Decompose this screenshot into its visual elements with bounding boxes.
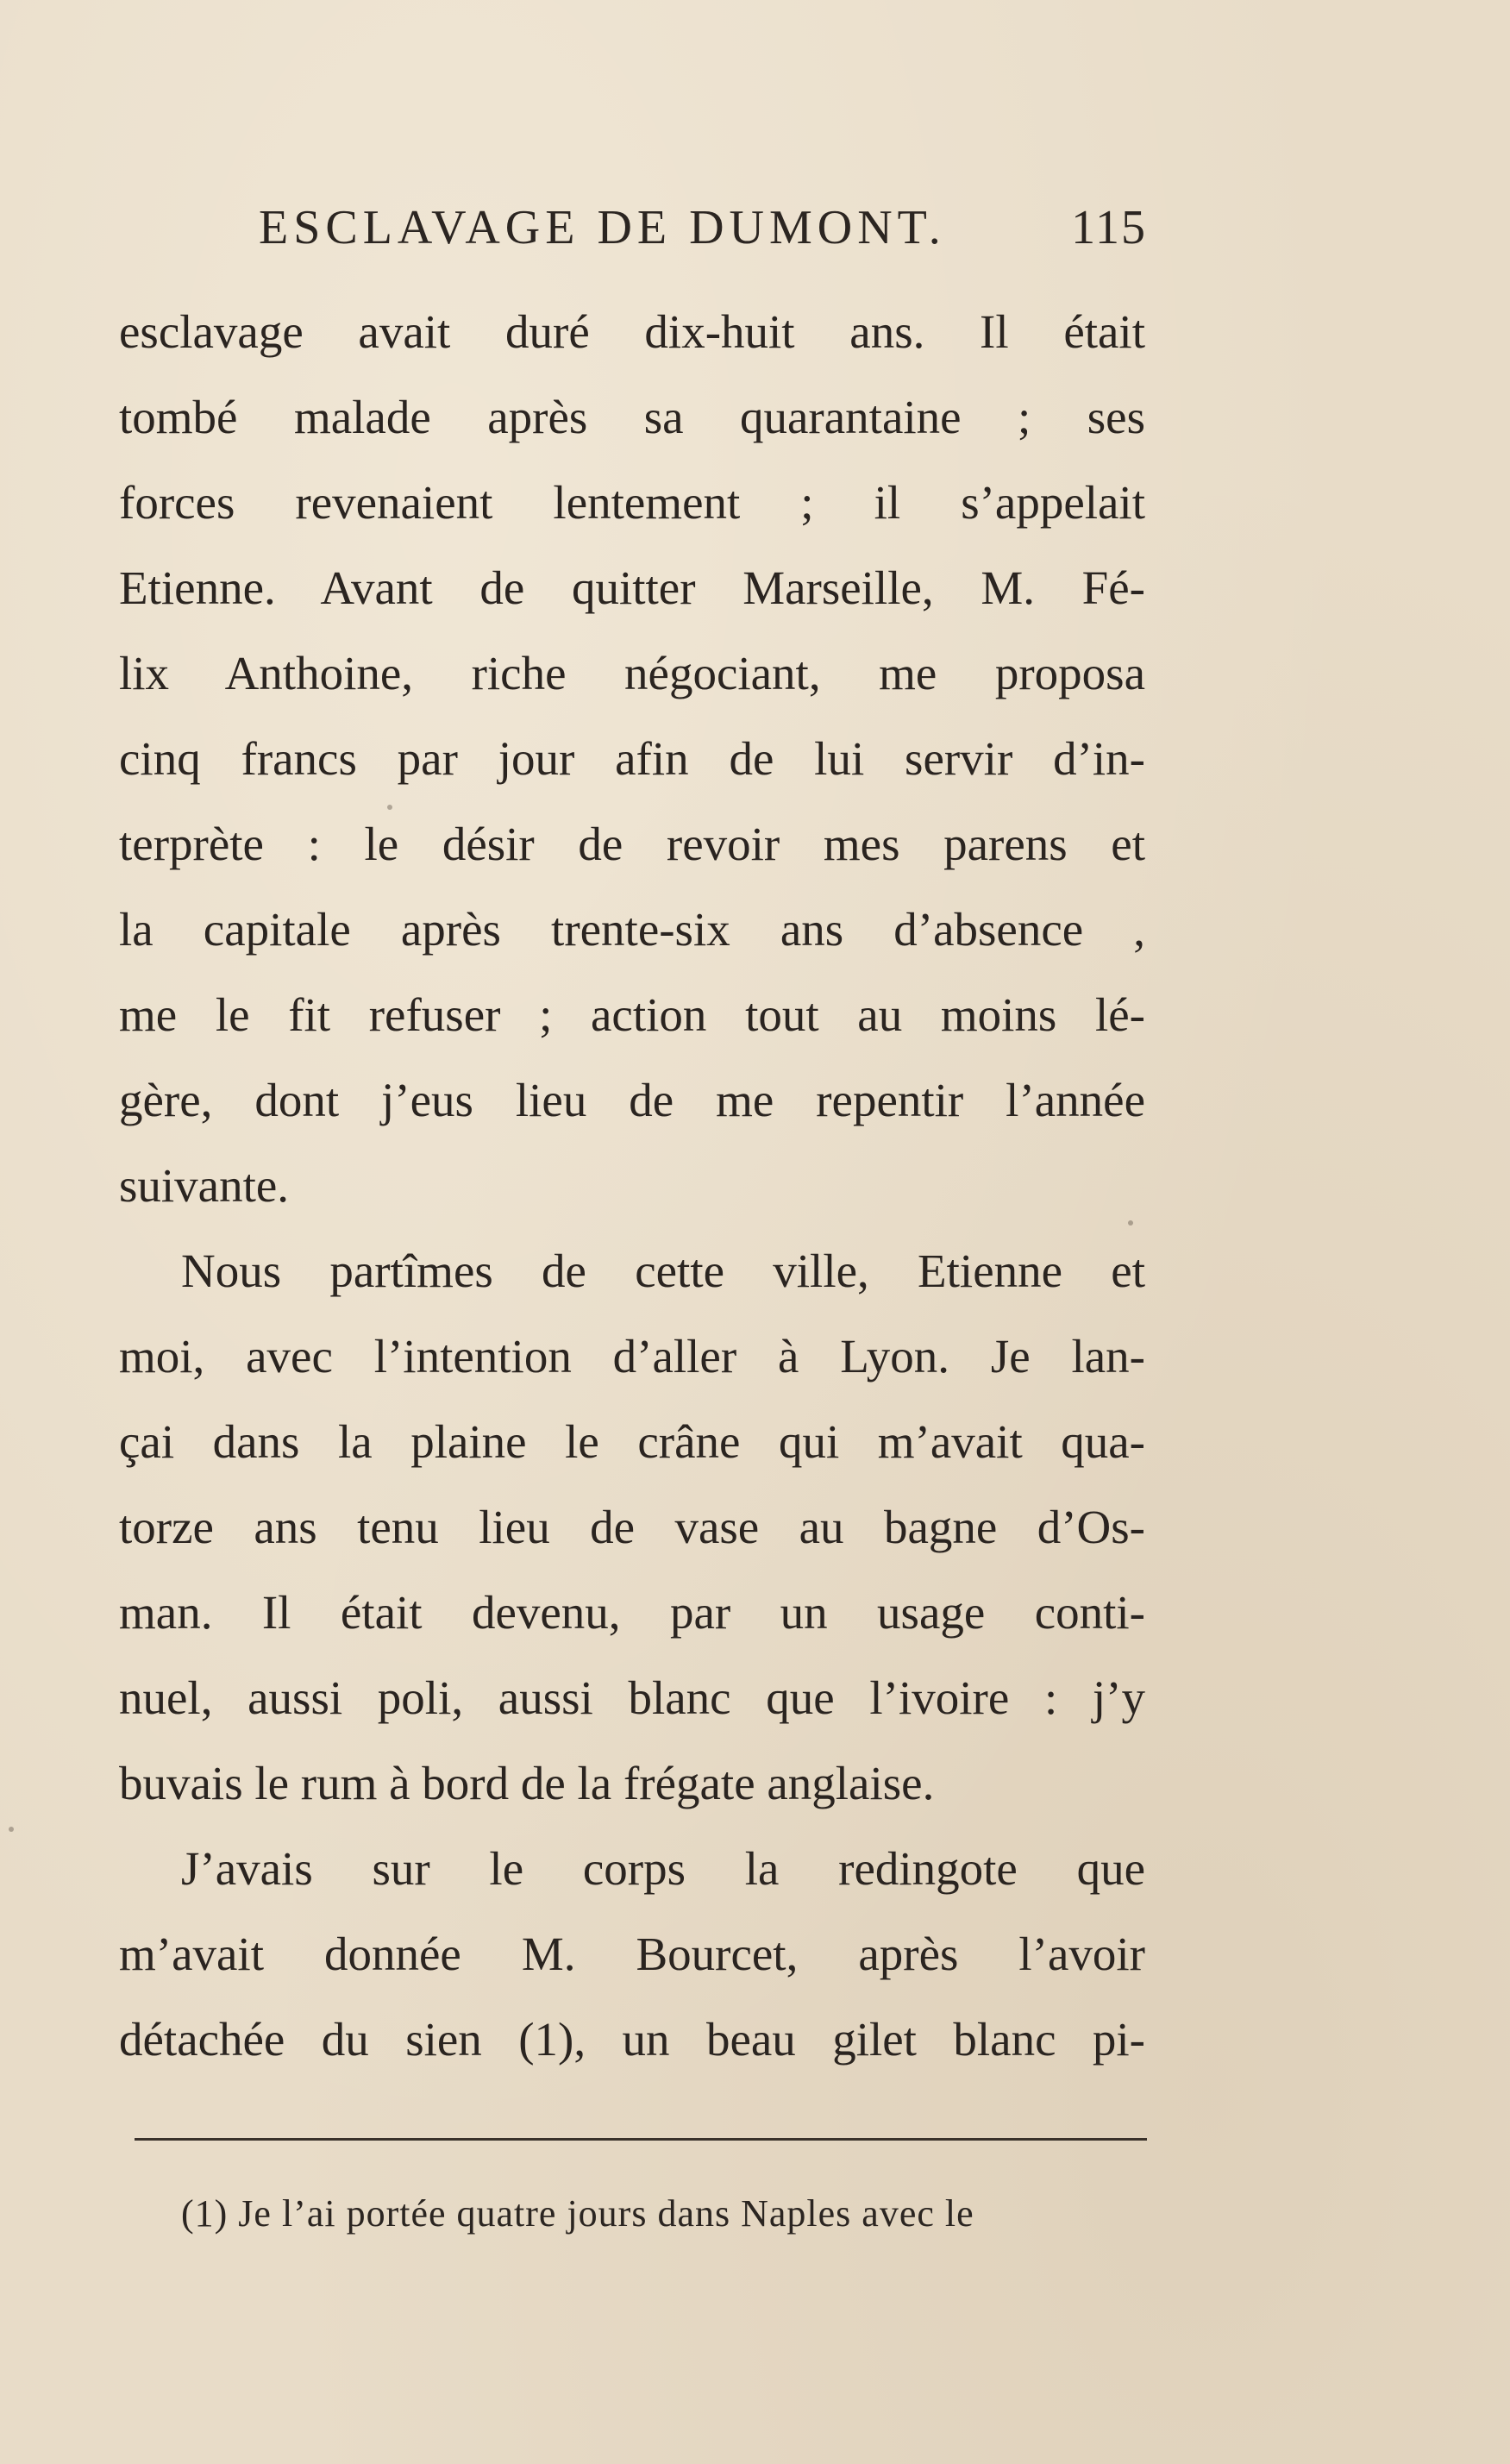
- text-line: la capitale après trente-six ans d’absence ,: [119, 903, 1145, 956]
- text-line: torze ans tenu lieu de vase au bagne d’Os-: [119, 1501, 1145, 1553]
- text-line: moi, avec l’intention d’aller à Lyon. Je lan-: [119, 1330, 1145, 1382]
- footnote: (1) Je l’ai portée quatre jours dans Naples avec le: [181, 2192, 974, 2235]
- text-line: gère, dont j’eus lieu de me repentir l’année: [119, 1074, 1145, 1126]
- text-line: forces revenaient lentement ; il s’appelait: [119, 476, 1145, 529]
- page-number: 115: [1071, 201, 1147, 254]
- paragraph-start-line: Nous partîmes de cette ville, Etienne et: [181, 1245, 1145, 1297]
- body-text: [119, 289, 1145, 2082]
- text-line: terprète : le désir de revoir mes parens et: [119, 818, 1145, 870]
- text-line: m’avait donnée M. Bourcet, après l’avoir: [119, 1928, 1145, 1980]
- running-title: ESCLAVAGE DE DUMONT.: [259, 201, 946, 254]
- text-line: détachée du sien (1), un beau gilet blanc pi-: [119, 2013, 1145, 2066]
- footnote-separator: [135, 2138, 1147, 2141]
- text-line: buvais le rum à bord de la frégate anglaise.: [119, 1757, 935, 1809]
- page-header: [259, 200, 1147, 269]
- text-line: tombé malade après sa quarantaine ; ses: [119, 391, 1145, 443]
- text-line: suivante.: [119, 1159, 290, 1212]
- paragraph-start-line: J’avais sur le corps la redingote que: [181, 1842, 1145, 1895]
- text-line: Etienne. Avant de quitter Marseille, M. Fé-: [119, 561, 1145, 614]
- text-line: me le fit refuser ; action tout au moins lé-: [119, 988, 1145, 1041]
- text-line: çai dans la plaine le crâne qui m’avait qua-: [119, 1415, 1145, 1468]
- text-line: man. Il était devenu, par un usage conti-: [119, 1586, 1145, 1639]
- paper-speck: [1128, 1220, 1133, 1226]
- text-line: esclavage avait duré dix-huit ans. Il était: [119, 305, 1145, 358]
- text-line: lix Anthoine, riche négociant, me proposa: [119, 647, 1145, 699]
- text-line: cinq francs par jour afin de lui servir d’in-: [119, 732, 1145, 785]
- paper-speck: [9, 1827, 14, 1832]
- text-line: nuel, aussi poli, aussi blanc que l’ivoire : j’y: [119, 1671, 1145, 1724]
- paper-speck: [387, 805, 392, 810]
